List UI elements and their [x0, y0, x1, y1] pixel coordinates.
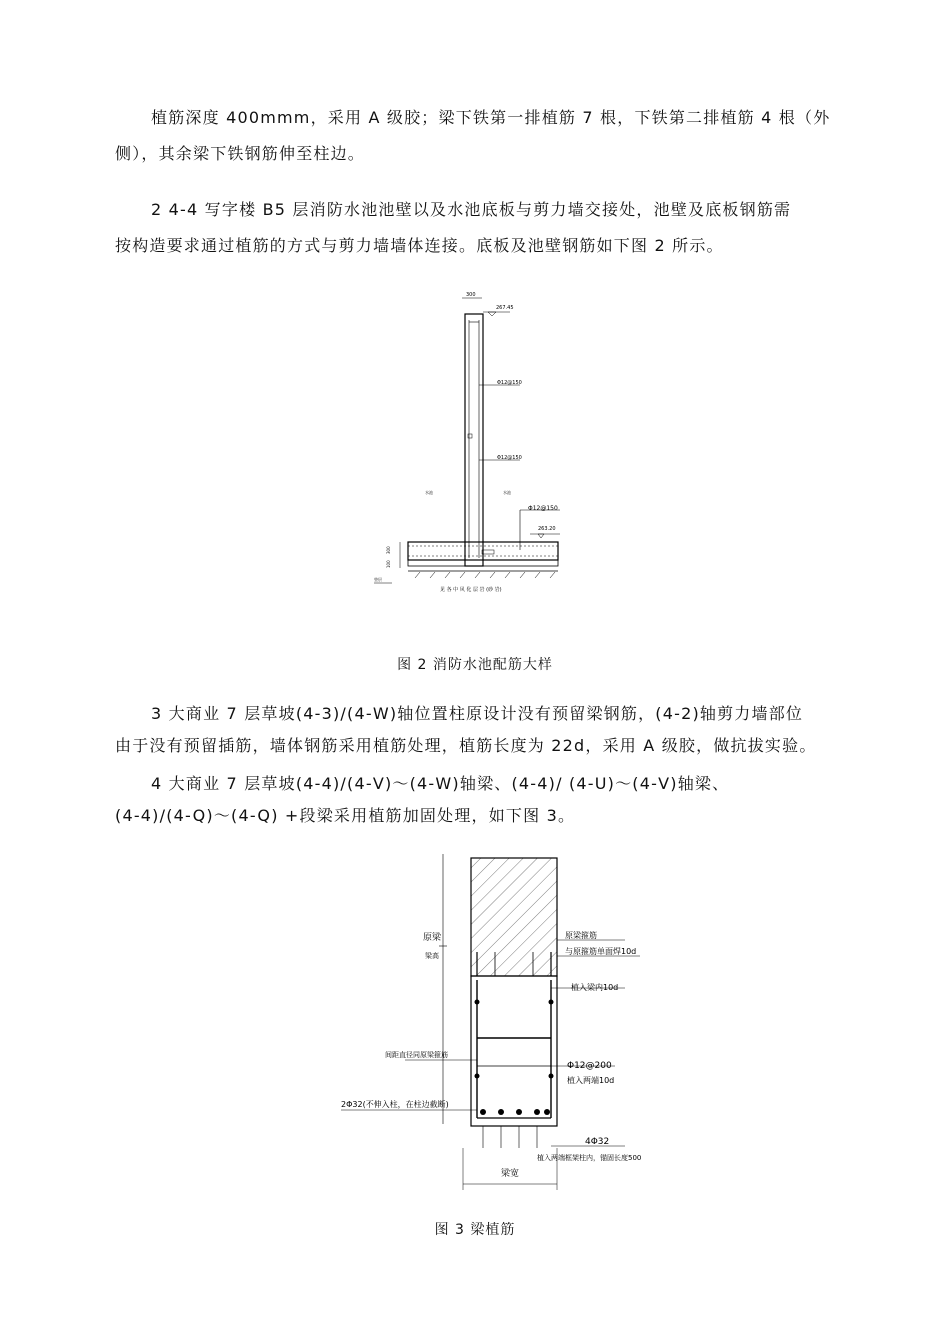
paragraph-3-line-1: [115, 698, 855, 730]
fig2-bottom-note: 见 各 中 风 化 层 岩 (砂 岩): [440, 587, 502, 593]
figure-3-caption: 图 3 梁植筋: [434, 1222, 516, 1238]
fig2-dim-slab2: 100: [386, 560, 391, 568]
fig3-label-stirrup: 原梁箍筋: [565, 931, 597, 940]
fig3-label-bottom-left: 2Φ32(不伸入柱，在柱边截断): [341, 1100, 449, 1109]
paragraph-text: 4 大商业 7 层草坡(4-4)/(4-V)～(4-W)轴梁、(4-4)/ (4-U)～(4-V)轴梁、: [151, 774, 730, 793]
fig3-label-plant-both: 植入两端10d: [567, 1076, 615, 1085]
fig3-label-bottom-bar: 4Φ32: [585, 1137, 610, 1147]
paragraph-4-line-1: [115, 768, 855, 800]
figure-2-pool-reinforcement-drawing: [370, 288, 570, 608]
paragraph-4-line-2: (4-4)/(4-Q)～(4-Q) +段梁采用植筋加固处理，如下图 3。: [115, 806, 576, 825]
fig2-dim-slab1: 300: [386, 546, 391, 554]
paragraph-2-line-2: 按构造要求通过植筋的方式与剪力墙墙体连接。底板及池壁钢筋如下图 2 所示。: [115, 236, 724, 255]
paragraph-3-line-2: 由于没有预留插筋，墙体钢筋采用植筋处理，植筋长度为 22d，采用 A 级胶，做抗拔实验。: [115, 736, 817, 755]
fig2-bar-1: Φ12@150: [497, 380, 522, 386]
fig3-label-orig-beam: 原梁: [423, 933, 442, 943]
paragraph-2-line-1: [115, 194, 855, 226]
paragraph-1-line-2: 侧），其余梁下铁钢筋伸至柱边。: [115, 144, 366, 163]
fig2-note-left: 水池: [425, 490, 433, 495]
fig3-label-plant-depth: 植入梁内10d: [571, 983, 619, 992]
figure-3-beam-rebar-drawing: [335, 848, 665, 1196]
paragraph-text: 2 4-4 写字楼 B5 层消防水池池壁以及水池底板与剪力墙交接处，池壁及底板钢筋需: [151, 200, 792, 219]
fig3-label-bar: Φ12@200: [567, 1061, 612, 1071]
fig2-bar-2: Φ12@150: [497, 455, 522, 461]
fig3-label-spacing: 间距直径同原梁箍筋: [385, 1051, 448, 1059]
paragraph-text: 3 大商业 7 层草坡(4-3)/(4-W)轴位置柱原设计没有预留梁钢筋，(4-2)轴剪力墙部位: [151, 704, 804, 723]
paragraph-1-line-1: [115, 102, 855, 134]
figure-2-caption: 图 2 消防水池配筋大样: [397, 657, 553, 673]
fig3-label-width: 梁宽: [501, 1169, 520, 1179]
fig2-elev-top: 267.45: [496, 305, 514, 311]
fig2-label-base: 垫层: [374, 577, 382, 582]
fig2-bar-3: Φ12@150: [528, 505, 558, 512]
fig2-note-right: 水池: [503, 490, 511, 495]
fig2-elev-bottom: 263.20: [538, 526, 556, 532]
fig3-label-bottom-note: 植入两端框架柱内，锚固长度500: [537, 1154, 642, 1162]
fig3-label-stirrup-2: 与原箍筋单面焊10d: [565, 947, 637, 956]
fig2-dim-top: 300: [466, 292, 476, 298]
paragraph-text: 植筋深度 400mmm，采用 A 级胶；梁下铁第一排植筋 7 根，下铁第二排植筋 4 根（外: [151, 108, 831, 127]
fig3-label-orig-beam-2: 梁高: [425, 952, 439, 960]
